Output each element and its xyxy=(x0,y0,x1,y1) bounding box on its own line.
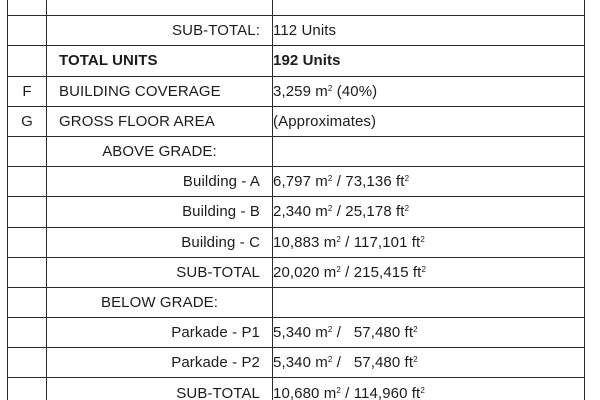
table-row xyxy=(8,257,585,287)
imperial-area: 215,415 ft xyxy=(353,263,422,281)
row-label: TOTAL UNITS xyxy=(47,46,273,76)
row-letter xyxy=(8,0,47,16)
row-letter xyxy=(8,227,47,257)
row-label: Building - A xyxy=(47,167,273,197)
row-letter xyxy=(8,257,47,287)
unit-exponent: 2 xyxy=(327,83,333,93)
unit-exponent: 2 xyxy=(327,174,333,184)
imperial-area: 25,178 ft xyxy=(345,203,405,221)
unit-exponent: 2 xyxy=(420,385,425,395)
area-separator: / xyxy=(332,173,346,191)
row-letter: G xyxy=(8,106,47,136)
row-value xyxy=(273,348,585,378)
unit-exponent: 2 xyxy=(413,355,418,365)
row-value xyxy=(273,378,585,400)
row-letter xyxy=(8,16,47,46)
unit-exponent: 2 xyxy=(413,325,418,335)
unit-exponent: 2 xyxy=(336,385,341,395)
imperial-area: 57,480 ft xyxy=(353,324,414,342)
row-label: Parkade - P1 xyxy=(47,318,273,348)
table-row xyxy=(8,76,585,106)
table-row xyxy=(8,227,585,257)
unit-exponent: 2 xyxy=(404,174,410,184)
row-letter xyxy=(8,318,47,348)
unit-exponent: 2 xyxy=(420,234,425,244)
row-label: Building - C xyxy=(47,227,273,257)
unit-exponent: 2 xyxy=(336,234,341,244)
table-row xyxy=(8,16,585,46)
unit-exponent: 2 xyxy=(421,264,427,274)
unit-exponent: 2 xyxy=(336,264,341,274)
row-value xyxy=(273,227,585,257)
value-text: 3,259 m xyxy=(273,82,328,100)
imperial-area: 73,136 ft xyxy=(345,173,405,191)
row-value xyxy=(273,197,585,227)
table-row xyxy=(8,46,585,76)
row-letter xyxy=(8,287,47,317)
metric-area: 6,797 m xyxy=(273,173,328,191)
row-label: SUB-TOTAL xyxy=(47,378,273,400)
row-value: (Approximates) xyxy=(273,106,585,136)
row-letter xyxy=(8,197,47,227)
metric-area: 10,680 m xyxy=(273,384,337,400)
row-label: Parkade - P2 xyxy=(47,348,273,378)
row-value: 192 Units xyxy=(273,46,585,76)
row-value xyxy=(273,0,585,16)
table-row xyxy=(8,378,585,400)
row-letter xyxy=(8,46,47,76)
unit-exponent: 2 xyxy=(327,204,333,214)
row-letter: F xyxy=(8,76,47,106)
area-summary-table xyxy=(7,0,585,400)
area-separator: / xyxy=(340,233,354,251)
area-separator: / xyxy=(332,203,346,221)
area-separator: / xyxy=(340,263,354,281)
row-label xyxy=(47,0,273,16)
metric-area: 20,020 m xyxy=(273,263,337,281)
area-separator: / xyxy=(332,354,354,372)
imperial-area: 57,480 ft xyxy=(353,354,414,372)
row-label: BELOW GRADE: xyxy=(47,287,273,317)
unit-exponent: 2 xyxy=(327,325,333,335)
table-row xyxy=(8,0,585,16)
row-label: Building - B xyxy=(47,197,273,227)
row-letter xyxy=(8,136,47,166)
unit-exponent: 2 xyxy=(327,355,333,365)
table-row xyxy=(8,348,585,378)
row-value xyxy=(273,136,585,166)
value-percent: (40%) xyxy=(332,82,378,100)
table-row xyxy=(8,318,585,348)
area-separator: / xyxy=(340,384,354,400)
row-label: BUILDING COVERAGE xyxy=(47,76,273,106)
metric-area: 2,340 m xyxy=(273,203,328,221)
row-letter xyxy=(8,378,47,400)
metric-area: 5,340 m xyxy=(273,354,328,372)
area-separator: / xyxy=(332,324,354,342)
row-label: ABOVE GRADE: xyxy=(47,136,273,166)
row-value xyxy=(273,257,585,287)
row-value xyxy=(273,76,585,106)
row-value xyxy=(273,167,585,197)
table-row xyxy=(8,287,585,317)
row-value xyxy=(273,318,585,348)
row-letter xyxy=(8,167,47,197)
table-row xyxy=(8,136,585,166)
row-label: SUB-TOTAL: xyxy=(47,16,273,46)
unit-exponent: 2 xyxy=(404,204,410,214)
table-row xyxy=(8,167,585,197)
row-letter xyxy=(8,348,47,378)
imperial-area: 114,960 ft xyxy=(353,384,421,400)
imperial-area: 117,101 ft xyxy=(353,233,421,251)
row-label: SUB-TOTAL xyxy=(47,257,273,287)
row-value: 112 Units xyxy=(273,16,585,46)
row-label: GROSS FLOOR AREA xyxy=(47,106,273,136)
metric-area: 10,883 m xyxy=(273,233,337,251)
table-row xyxy=(8,197,585,227)
table-row xyxy=(8,106,585,136)
row-value xyxy=(273,287,585,317)
metric-area: 5,340 m xyxy=(273,324,328,342)
